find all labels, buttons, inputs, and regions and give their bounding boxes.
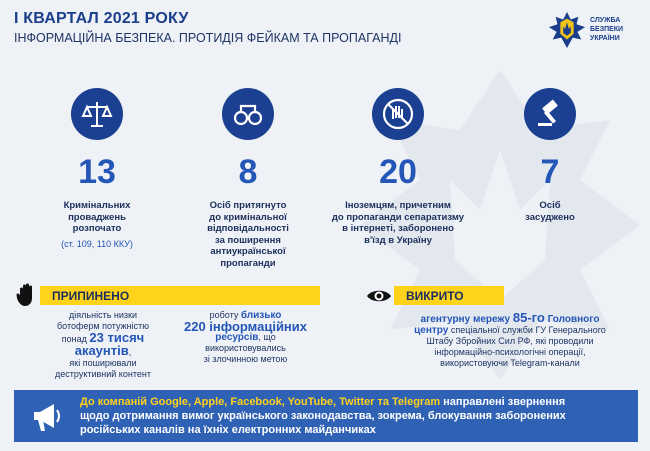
palm-hand-icon bbox=[16, 283, 38, 307]
stat-persons-convicted bbox=[500, 88, 600, 223]
handcuffs-icon bbox=[222, 88, 274, 140]
eye-icon bbox=[366, 288, 392, 304]
scales-icon bbox=[71, 88, 123, 140]
stopped-banner bbox=[40, 286, 320, 305]
footer-notice bbox=[14, 390, 638, 442]
logo-text: СЛУЖБА БЕЗПЕКИ УКРАЇНИ bbox=[590, 17, 624, 42]
header bbox=[14, 10, 401, 45]
exposed-banner bbox=[394, 286, 504, 305]
stopped-resources-text: роботу близько 220 інформаційних ресурсів, що використовувались зі злочинною метою bbox=[183, 310, 308, 364]
ssu-logo bbox=[548, 10, 644, 50]
footer-text: До компаній Google, Apple, Facebook, YouTube, Twitter та Telegram направлені звернення щодо дотримання вимог українського законодавства, зокрема, блокування заборонених російських каналів на їхніх електронних майданчиках bbox=[80, 396, 566, 436]
ssu-emblem-icon bbox=[548, 10, 586, 50]
stat-label: Осіб засуджено bbox=[525, 200, 575, 223]
page-title: І КВАРТАЛ 2021 РОКУ bbox=[14, 10, 189, 27]
stopped-title: ПРИПИНЕНО bbox=[52, 288, 130, 303]
stat-label: Іноземцям, причетним до пропаганди сепаратизму в інтернеті, заборонено в'їзд в Україну bbox=[331, 200, 465, 246]
stat-persons-prosecuted bbox=[188, 88, 308, 269]
stat-criminal-cases bbox=[42, 88, 152, 249]
stat-number: 7 bbox=[540, 153, 560, 191]
stat-foreigners-banned bbox=[328, 88, 468, 246]
stopped-botfarms-text: діяльність низки ботоферм потужністю понад 23 тисяч акаунтів, які поширювали деструктивний контент bbox=[55, 310, 151, 379]
megaphone-icon bbox=[30, 398, 64, 434]
gavel-icon bbox=[524, 88, 576, 140]
stat-note: (ст. 109, 110 ККУ) bbox=[61, 238, 133, 249]
exposed-network-text: агентурну мережу 85-го Головного центру спеціальної служби ГУ Генерального Штабу Збройних Сил РФ, які проводили інформаційно-психологічні операції, використовуючи Telegram-канали bbox=[414, 310, 606, 368]
stop-hand-icon bbox=[372, 88, 424, 140]
stat-number: 20 bbox=[379, 153, 417, 191]
stat-label: Кримінальних проваджень розпочато bbox=[63, 200, 131, 234]
page-subtitle: ІНФОРМАЦІЙНА БЕЗПЕКА. ПРОТИДІЯ ФЕЙКАМ ТА ПРОПАГАНДІ bbox=[14, 31, 402, 45]
exposed-title: ВИКРИТО bbox=[406, 288, 464, 303]
stat-number: 8 bbox=[238, 153, 258, 191]
stat-label: Осіб притягнуто до кримінальної відповідальності за поширення антиукраїнської пропаганди bbox=[207, 200, 289, 269]
stat-number: 13 bbox=[78, 153, 116, 191]
